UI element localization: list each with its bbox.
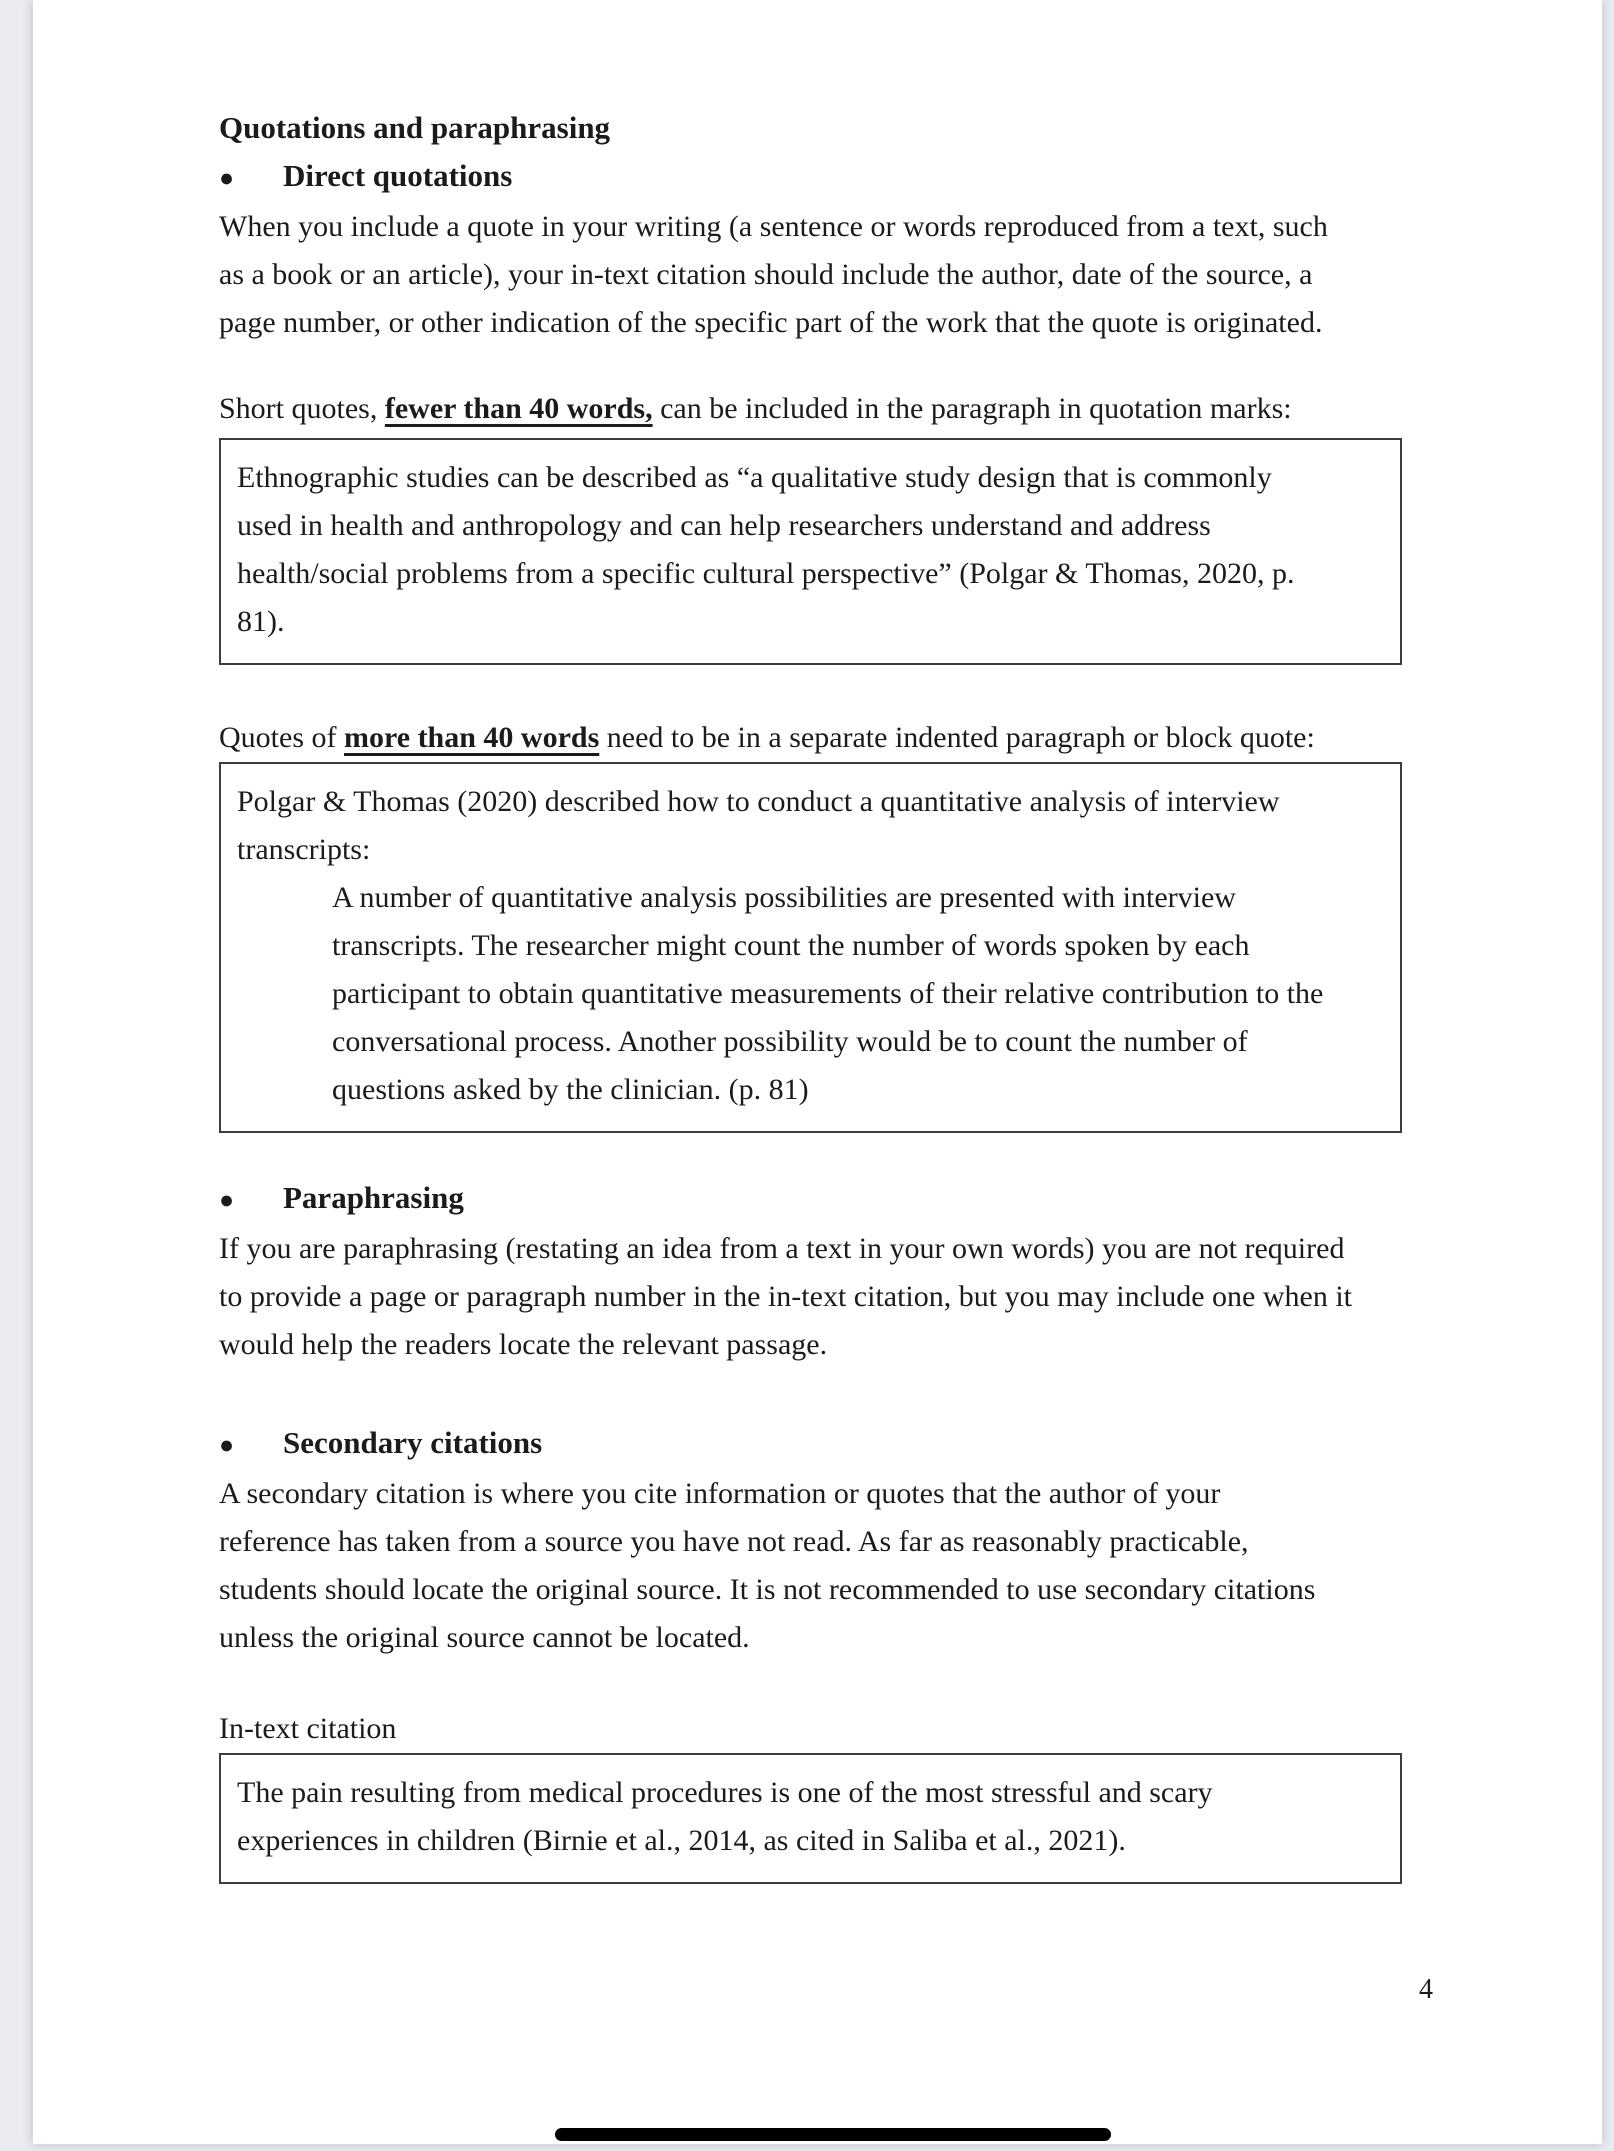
underlined-bold-text: fewer than 40 words, xyxy=(384,392,653,425)
text-line: A secondary citation is where you cite information or quotes that the author of your xyxy=(219,1477,1221,1510)
home-indicator-handle[interactable] xyxy=(555,2128,1111,2141)
in-text-citation-label: In-text citation xyxy=(219,1712,397,1745)
text-line: to provide a page or paragraph number in the in-text citation, but you may include one when it xyxy=(219,1280,1352,1313)
page-number: 4 xyxy=(1419,1974,1433,2005)
bullet-icon: ● xyxy=(219,1187,235,1214)
block-quote-lead xyxy=(237,778,1382,874)
text-line: students should locate the original source. It is not recommended to use secondary citations xyxy=(219,1573,1316,1606)
underlined-bold-text: more than 40 words xyxy=(343,721,600,754)
in-text-citation-box xyxy=(219,1753,1402,1884)
text-line: The pain resulting from medical procedures is one of the most stressful and scary xyxy=(237,1776,1213,1809)
text-line: If you are paraphrasing (restating an idea from a text in your own words) you are not required xyxy=(219,1232,1345,1265)
text-line: When you include a quote in your writing (a sentence or words reproduced from a text, such xyxy=(219,210,1328,243)
text-line: conversational process. Another possibility would be to count the number of xyxy=(332,1025,1248,1058)
bullet-heading-secondary-citations xyxy=(219,1419,1402,1470)
document-page xyxy=(33,0,1602,2144)
heading-paraphrasing: Paraphrasing xyxy=(283,1180,464,1215)
text-line: participant to obtain quantitative measurements of their relative contribution to the xyxy=(332,977,1324,1010)
text-line: as a book or an article), your in-text citation should include the author, date of the source, a xyxy=(219,258,1313,291)
short-quote-box xyxy=(219,438,1402,665)
bullet-heading-paraphrasing xyxy=(219,1174,1402,1225)
bullet-heading-direct-quotations xyxy=(219,152,1402,203)
section-title: Quotations and paraphrasing xyxy=(219,110,611,145)
heading-secondary-citations: Secondary citations xyxy=(283,1425,543,1460)
intro-text: can be included in the paragraph in quotation marks: xyxy=(652,392,1292,425)
heading-direct-quotations: Direct quotations xyxy=(283,158,513,193)
paragraph-paraphrasing xyxy=(219,1225,1402,1369)
text-line: transcripts: xyxy=(237,833,371,866)
text-line: 81). xyxy=(237,605,285,638)
intro-text: Quotes of xyxy=(219,721,344,754)
paragraph-secondary-citations xyxy=(219,1470,1402,1662)
text-line: transcripts. The researcher might count the number of words spoken by each xyxy=(332,929,1250,962)
text-line: Polgar & Thomas (2020) described how to conduct a quantitative analysis of interview xyxy=(237,785,1280,818)
text-line: used in health and anthropology and can help researchers understand and address xyxy=(237,509,1211,542)
block-quote-box xyxy=(219,762,1402,1133)
text-line: Ethnographic studies can be described as “a qualitative study design that is commonly xyxy=(237,461,1272,494)
text-line: experiences in children (Birnie et al., 2014, as cited in Saliba et al., 2021). xyxy=(237,1824,1126,1857)
text-line: would help the readers locate the relevant passage. xyxy=(219,1328,828,1361)
short-quotes-intro xyxy=(219,385,1402,433)
intro-text: Short quotes, xyxy=(219,392,385,425)
bullet-icon: ● xyxy=(219,1432,235,1459)
text-line: A number of quantitative analysis possibilities are presented with interview xyxy=(332,881,1236,914)
text-line: reference has taken from a source you have not read. As far as reasonably practicable, xyxy=(219,1525,1249,1558)
text-line: questions asked by the clinician. (p. 81) xyxy=(332,1073,809,1106)
text-line: health/social problems from a specific cultural perspective” (Polgar & Thomas, 2020, p. xyxy=(237,557,1295,590)
block-quote-indented xyxy=(237,874,1382,1114)
page-content xyxy=(219,0,1402,1884)
text-line: unless the original source cannot be located. xyxy=(219,1621,750,1654)
paragraph-direct-quotations xyxy=(219,203,1402,347)
block-quotes-intro xyxy=(219,714,1402,762)
bullet-icon: ● xyxy=(219,165,235,192)
intro-text: need to be in a separate indented paragraph or block quote: xyxy=(599,721,1315,754)
text-line: page number, or other indication of the specific part of the work that the quote is originated. xyxy=(219,306,1323,339)
